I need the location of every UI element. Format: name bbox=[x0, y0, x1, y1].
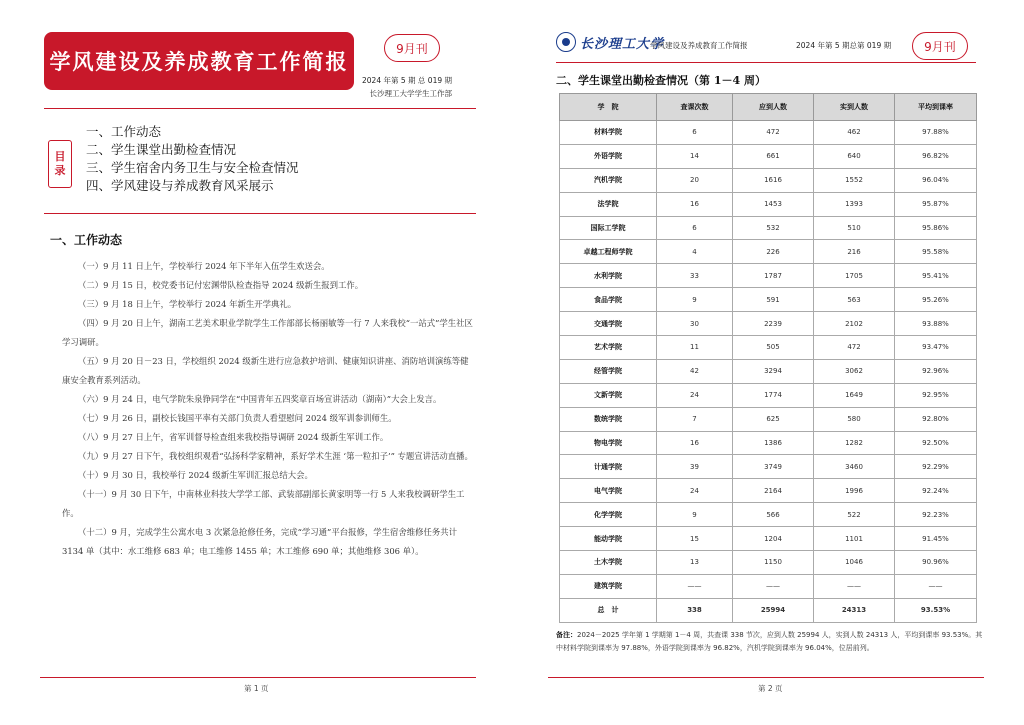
table-cell: 33 bbox=[657, 264, 733, 288]
table-cell: 92.80% bbox=[895, 407, 977, 431]
table-cell: 土木学院 bbox=[560, 551, 657, 575]
table-cell: 国际工学院 bbox=[560, 216, 657, 240]
table-cell: 食品学院 bbox=[560, 288, 657, 312]
table-cell: 水利学院 bbox=[560, 264, 657, 288]
table-cell: 95.58% bbox=[895, 240, 977, 264]
table-cell: 472 bbox=[814, 336, 895, 360]
table-cell: 汽机学院 bbox=[560, 168, 657, 192]
table-row bbox=[560, 359, 977, 383]
table-row bbox=[560, 431, 977, 455]
section-title: 一、工作动态 bbox=[50, 233, 123, 247]
table-cell: 92.95% bbox=[895, 383, 977, 407]
table-cell: 总 计 bbox=[560, 598, 657, 622]
table-cell: 510 bbox=[814, 216, 895, 240]
news-item: （三）9 月 18 日上午，学校举行 2024 年新生开学典礼。 bbox=[78, 299, 297, 309]
table-cell: 532 bbox=[733, 216, 814, 240]
table-cell: 563 bbox=[814, 288, 895, 312]
page-number: 第 1 页 bbox=[244, 684, 269, 693]
table-cell: 1101 bbox=[814, 527, 895, 551]
news-list bbox=[62, 257, 476, 561]
table-row bbox=[560, 407, 977, 431]
table-cell: —— bbox=[814, 574, 895, 598]
toc-divider bbox=[44, 213, 476, 214]
table-row bbox=[560, 527, 977, 551]
table-row bbox=[560, 121, 977, 145]
issue-badge: 9月刊 bbox=[912, 32, 968, 60]
table-cell: 卓越工程师学院 bbox=[560, 240, 657, 264]
table-cell: 16 bbox=[657, 431, 733, 455]
table-of-contents bbox=[86, 123, 299, 195]
table-cell: 95.26% bbox=[895, 288, 977, 312]
table-cell: 462 bbox=[814, 121, 895, 145]
header-divider bbox=[556, 62, 976, 63]
table-cell: 91.45% bbox=[895, 527, 977, 551]
university-name: 长沙理工大学 bbox=[580, 36, 665, 52]
table-cell: 14 bbox=[657, 144, 733, 168]
table-cell: 化学学院 bbox=[560, 503, 657, 527]
table-cell: 1996 bbox=[814, 479, 895, 503]
note-label: 备注： bbox=[556, 631, 577, 639]
table-cell: 1649 bbox=[814, 383, 895, 407]
table-row bbox=[560, 288, 977, 312]
table-total-row bbox=[560, 598, 977, 622]
table-cell: 96.04% bbox=[895, 168, 977, 192]
table-cell: 24313 bbox=[814, 598, 895, 622]
news-item: （十一）9 月 30 日下午，中南林业科技大学学工部、武装部副部长黄家明等一行 5 人来我校调研学生工作。 bbox=[62, 489, 465, 518]
table-cell: 数统学院 bbox=[560, 407, 657, 431]
news-item: （一）9 月 11 日上午，学校举行 2024 年下半年入伍学生欢送会。 bbox=[78, 261, 330, 271]
table-cell: 3749 bbox=[733, 455, 814, 479]
column-header: 查课次数 bbox=[657, 94, 733, 121]
footer-divider bbox=[40, 677, 476, 678]
header-divider bbox=[44, 108, 476, 109]
page-number: 第 2 页 bbox=[758, 684, 783, 693]
table-cell: 1204 bbox=[733, 527, 814, 551]
table-cell: 法学院 bbox=[560, 192, 657, 216]
news-item: （八）9 月 27 日上午，省军训督导检查组来我校指导调研 2024 级新生军训工作。 bbox=[78, 432, 389, 442]
table-cell: 1150 bbox=[733, 551, 814, 575]
news-item: （五）9 月 20 日－23 日，学校组织 2024 级新生进行应急救护培训、健康知识讲座、消防培训演练等健康安全教育系列活动。 bbox=[62, 356, 469, 385]
table-note bbox=[556, 629, 986, 655]
table-row bbox=[560, 168, 977, 192]
table-row bbox=[560, 551, 977, 575]
header-issue: 2024 年第 5 期总第 019 期 bbox=[796, 41, 892, 50]
table-header-row bbox=[560, 94, 977, 121]
table-cell: 95.87% bbox=[895, 192, 977, 216]
table-cell: 92.96% bbox=[895, 359, 977, 383]
header-title: 学风建设及养成教育工作简报 bbox=[650, 41, 748, 50]
issue-number: 2024 年第 5 期 总 019 期 bbox=[362, 76, 452, 85]
table-cell: 580 bbox=[814, 407, 895, 431]
table-row bbox=[560, 312, 977, 336]
table-row bbox=[560, 336, 977, 360]
table-row bbox=[560, 574, 977, 598]
table-cell: 95.86% bbox=[895, 216, 977, 240]
table-cell: 2239 bbox=[733, 312, 814, 336]
table-row bbox=[560, 144, 977, 168]
table-cell: 9 bbox=[657, 503, 733, 527]
table-cell: 7 bbox=[657, 407, 733, 431]
table-cell: 3294 bbox=[733, 359, 814, 383]
table-cell: 计通学院 bbox=[560, 455, 657, 479]
table-cell: 文新学院 bbox=[560, 383, 657, 407]
table-cell: 24 bbox=[657, 479, 733, 503]
column-header: 平均到课率 bbox=[895, 94, 977, 121]
table-row bbox=[560, 503, 977, 527]
table-cell: 640 bbox=[814, 144, 895, 168]
table-cell: 1552 bbox=[814, 168, 895, 192]
table-cell: 97.88% bbox=[895, 121, 977, 145]
table-cell: 92.24% bbox=[895, 479, 977, 503]
table-cell: —— bbox=[733, 574, 814, 598]
table-cell: 3062 bbox=[814, 359, 895, 383]
table-cell: 2102 bbox=[814, 312, 895, 336]
toc-item[interactable]: 二、学生课堂出勤检查情况 bbox=[86, 142, 237, 157]
toc-label bbox=[48, 140, 72, 188]
table-cell: 92.50% bbox=[895, 431, 977, 455]
table-cell: 建筑学院 bbox=[560, 574, 657, 598]
table-cell: 艺术学院 bbox=[560, 336, 657, 360]
publisher: 长沙理工大学学生工作部 bbox=[369, 89, 452, 98]
table-cell: 24 bbox=[657, 383, 733, 407]
table-cell: 95.41% bbox=[895, 264, 977, 288]
table-cell: 93.88% bbox=[895, 312, 977, 336]
table-cell: 能动学院 bbox=[560, 527, 657, 551]
table-cell: 1787 bbox=[733, 264, 814, 288]
note-text: 2024－2025 学年第 1 学期第 1－4 周，共查课 338 节次，应到人数 25994 人，实到人数 24313 人，平均到课率 93.53%。其中材料学院到课率为 97.88%，外语学院到课率为 96.82%，汽机学院到课率为 96.04%，位居前列。 bbox=[556, 631, 983, 652]
table-cell: 1046 bbox=[814, 551, 895, 575]
table-cell: 90.96% bbox=[895, 551, 977, 575]
table-cell: 物电学院 bbox=[560, 431, 657, 455]
table-cell: 15 bbox=[657, 527, 733, 551]
table-row bbox=[560, 383, 977, 407]
table-cell: 3460 bbox=[814, 455, 895, 479]
news-item: （七）9 月 26 日，副校长钱国平率有关部门负责人看望慰问 2024 级军训参训师生。 bbox=[78, 413, 397, 423]
table-cell: 30 bbox=[657, 312, 733, 336]
column-header: 实到人数 bbox=[814, 94, 895, 121]
table-cell: 42 bbox=[657, 359, 733, 383]
table-row bbox=[560, 479, 977, 503]
table-cell: 1616 bbox=[733, 168, 814, 192]
news-item: （六）9 月 24 日，电气学院朱泉铮同学在“中国青年五四奖章百场宣讲活动（湖南）”大会上发言。 bbox=[78, 394, 442, 404]
table-cell: —— bbox=[895, 574, 977, 598]
table-row bbox=[560, 216, 977, 240]
toc-label-char: 录 bbox=[54, 164, 66, 177]
news-item: （四）9 月 20 日上午，湖南工艺美术职业学院学生工作部部长杨丽敏等一行 7 人来我校“一站式”学生社区学习调研。 bbox=[62, 318, 473, 347]
table-cell: 92.23% bbox=[895, 503, 977, 527]
table-cell: 625 bbox=[733, 407, 814, 431]
table-cell: 外语学院 bbox=[560, 144, 657, 168]
table-cell: 经管学院 bbox=[560, 359, 657, 383]
toc-item[interactable]: 一、工作动态 bbox=[86, 124, 162, 139]
table-row bbox=[560, 455, 977, 479]
table-cell: 20 bbox=[657, 168, 733, 192]
news-item: （二）9 月 15 日，校党委书记付宏渊带队检查指导 2024 级新生报到工作。 bbox=[78, 280, 364, 290]
table-cell: 11 bbox=[657, 336, 733, 360]
column-header: 学 院 bbox=[560, 94, 657, 121]
table-cell: 1453 bbox=[733, 192, 814, 216]
issue-badge: 9月刊 bbox=[384, 34, 440, 62]
table-cell: 材料学院 bbox=[560, 121, 657, 145]
table-cell: 2164 bbox=[733, 479, 814, 503]
table-cell: 4 bbox=[657, 240, 733, 264]
table-cell: —— bbox=[657, 574, 733, 598]
table-cell: 338 bbox=[657, 598, 733, 622]
table-cell: 9 bbox=[657, 288, 733, 312]
attendance-table bbox=[559, 93, 977, 623]
table-cell: 1705 bbox=[814, 264, 895, 288]
news-item: （十二）9 月，完成学生公寓水电 3 次紧急抢修任务，完成“学习通”平台报修，学生宿舍维修任务共计 3134 单（其中：水工维修 683 单；电工维修 1455 单；木工维修 690 单；其他维修 306 单）。 bbox=[62, 527, 457, 556]
table-cell: 1282 bbox=[814, 431, 895, 455]
table-cell: 6 bbox=[657, 216, 733, 240]
table-cell: 216 bbox=[814, 240, 895, 264]
table-row bbox=[560, 264, 977, 288]
table-cell: 13 bbox=[657, 551, 733, 575]
table-cell: 591 bbox=[733, 288, 814, 312]
footer-divider bbox=[548, 677, 984, 678]
news-item: （九）9 月 27 日下午，我校组织观看“弘扬科学家精神，系好学术生涯 ‘第一粒扣子’” 专题宣讲活动直播。 bbox=[78, 451, 473, 461]
table-row bbox=[560, 240, 977, 264]
table-cell: 472 bbox=[733, 121, 814, 145]
table-cell: 505 bbox=[733, 336, 814, 360]
table-cell: 6 bbox=[657, 121, 733, 145]
table-cell: 16 bbox=[657, 192, 733, 216]
section-title: 二、学生课堂出勤检查情况（第 1－4 周） bbox=[556, 74, 766, 87]
table-cell: 电气学院 bbox=[560, 479, 657, 503]
table-cell: 93.53% bbox=[895, 598, 977, 622]
table-cell: 1393 bbox=[814, 192, 895, 216]
table-cell: 93.47% bbox=[895, 336, 977, 360]
toc-label-char: 目 bbox=[54, 150, 66, 163]
column-header: 应到人数 bbox=[733, 94, 814, 121]
table-cell: 96.82% bbox=[895, 144, 977, 168]
table-cell: 226 bbox=[733, 240, 814, 264]
table-cell: 522 bbox=[814, 503, 895, 527]
university-seal-icon bbox=[556, 32, 576, 52]
table-cell: 25994 bbox=[733, 598, 814, 622]
table-row bbox=[560, 192, 977, 216]
university-logo bbox=[556, 32, 664, 52]
toc-item[interactable]: 三、学生宿舍内务卫生与安全检查情况 bbox=[86, 160, 299, 175]
table-cell: 1386 bbox=[733, 431, 814, 455]
news-item: （十）9 月 30 日，我校举行 2024 级新生军训汇报总结大会。 bbox=[78, 470, 313, 480]
table-cell: 661 bbox=[733, 144, 814, 168]
table-cell: 92.29% bbox=[895, 455, 977, 479]
table-cell: 566 bbox=[733, 503, 814, 527]
table-cell: 交通学院 bbox=[560, 312, 657, 336]
newsletter-banner-title: 学风建设及养成教育工作简报 bbox=[44, 32, 354, 90]
toc-item[interactable]: 四、学风建设与养成教育风采展示 bbox=[86, 178, 274, 193]
table-cell: 1774 bbox=[733, 383, 814, 407]
table-cell: 39 bbox=[657, 455, 733, 479]
